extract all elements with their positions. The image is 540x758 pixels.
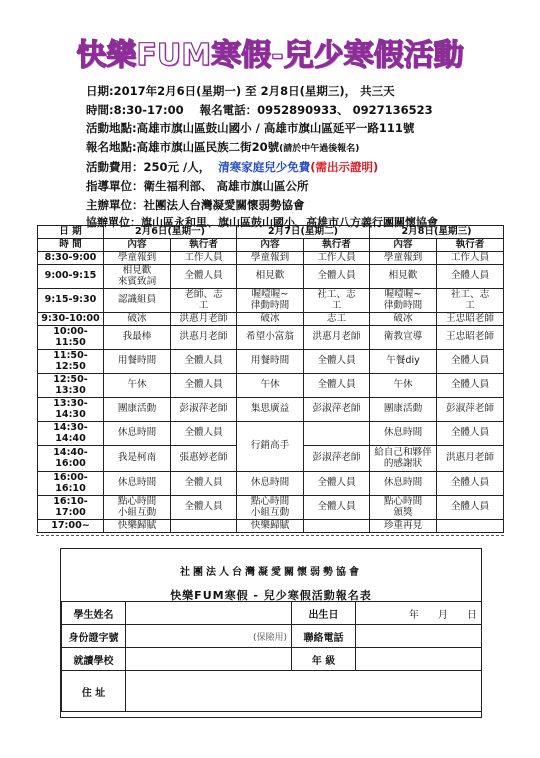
schedule-row (38, 471, 504, 495)
day-1-activity: 學童報到 (104, 251, 171, 264)
time-slot: 14:30-14:40 (38, 421, 104, 445)
day-1-executor: 工作人員 (171, 251, 237, 264)
schedule-row (38, 397, 504, 421)
schedule-row (38, 288, 504, 312)
day-1-header: 2月6日(星期一) (104, 226, 237, 239)
schedule-table (37, 225, 504, 533)
day-1-executor: 全體人員 (171, 349, 237, 373)
student-name-label: 學生姓名 (62, 602, 126, 625)
day-1-activity: 用餐時間 (104, 349, 171, 373)
day-2-header: 2月7日(星期二) (237, 226, 370, 239)
day-2-executor: 志工 (304, 312, 370, 325)
day-3-activity: 休息時間 (370, 471, 437, 495)
day-2-executor: 社工、志 工 (304, 288, 370, 312)
time-slot: 10:00-11:50 (38, 325, 104, 349)
day-1-activity: 休息時間 (104, 471, 171, 495)
time-slot: 8:30-9:00 (38, 251, 104, 264)
day-2-executor (304, 421, 370, 445)
day-1-executor: 全體人員 (171, 471, 237, 495)
id-number-label: 身份證字號 (62, 625, 126, 648)
day-2-activity: 相見歡 (237, 264, 304, 288)
event-info (86, 82, 536, 233)
day-1-executor: 全體人員 (171, 373, 237, 397)
day-1-executor: 全體人員 (171, 421, 237, 445)
day-1-executor: 全體人員 (171, 264, 237, 288)
content-header: 內容 (237, 238, 304, 251)
day-2-executor: 彭淑萍老師 (304, 445, 370, 471)
time-slot: 9:00-9:15 (38, 264, 104, 288)
day-2-activity: 用餐時間 (237, 349, 304, 373)
day-3-executor (437, 519, 504, 532)
day-2-activity: 集思廣益 (237, 397, 304, 421)
day-3-activity: 相見歡 (370, 264, 437, 288)
schedule-row (38, 373, 504, 397)
poster-title: 快樂FUM寒假-兒少寒假活動 (76, 38, 464, 73)
day-3-activity: 破冰 (370, 312, 437, 325)
day-1-executor: 全體人員 (171, 495, 237, 519)
day-3-activity: 團康活動 (370, 397, 437, 421)
day-3-executor: 王忠昭老師 (437, 325, 504, 349)
content-header: 內容 (104, 238, 171, 251)
day-3-executor: 工作人員 (437, 251, 504, 264)
school-label: 就讀學校 (62, 648, 126, 671)
form-title: 快樂FUM寒假 - 兒少寒假活動報名表 (170, 589, 372, 602)
contact-phone-field[interactable] (356, 625, 482, 648)
address-field[interactable] (126, 671, 482, 712)
time-slot: 16:10-17:00 (38, 495, 104, 519)
date-line: 日期:2017年2月6日(星期一) 至 2月8日(星期三)， 共三天 (86, 84, 395, 98)
executor-header: 執行者 (171, 238, 237, 251)
day-3-activity: 午休 (370, 373, 437, 397)
day-1-activity: 休息時間 (104, 421, 171, 445)
day-2-executor (304, 519, 370, 532)
registration-line: 報名地點:高雄市旗山區民族二街20號(請於中午過後報名) (86, 139, 360, 154)
day-2-executor: 全體人員 (304, 264, 370, 288)
guide-line: 指導單位：衛生福利部、 高雄市旗山區公所 (86, 178, 309, 193)
time-slot: 9:15-9:30 (38, 288, 104, 312)
day-3-activity: 午餐diy (370, 349, 437, 373)
day-3-activity: 衛教宣導 (370, 325, 437, 349)
day-2-activity: 行銷高手 (237, 421, 304, 471)
day-3-executor: 社工、志 工 (437, 288, 504, 312)
venue-line: 活動地點:高雄市旗山區鼓山國小 / 高雄市旗山區延平一路111號 (86, 121, 415, 136)
day-3-executor: 王忠昭老師 (437, 312, 504, 325)
fee-line: 活動費用：250元 /人， 清寒家庭兒少免費(需出示證明) (86, 160, 379, 175)
day-1-activity: 團康活動 (104, 397, 171, 421)
time-line: 時間:8:30-17:00 報名電話：0952890933、 0927136523 (86, 102, 433, 117)
day-3-executor: 彭淑萍老師 (437, 397, 504, 421)
day-3-activity: 學童報到 (370, 251, 437, 264)
day-2-executor: 全體人員 (304, 471, 370, 495)
registration-fields (61, 601, 482, 712)
time-slot: 17:00~ (38, 519, 104, 532)
student-name-field[interactable] (126, 602, 292, 625)
schedule-row (38, 312, 504, 325)
day-2-executor: 全體人員 (304, 373, 370, 397)
schedule-row (38, 519, 504, 532)
time-slot: 14:40-16:00 (38, 445, 104, 471)
id-number-field[interactable] (126, 625, 292, 648)
day-2-executor: 全體人員 (304, 349, 370, 373)
time-slot: 13:30-14:30 (38, 397, 104, 421)
day-1-executor: 老師、志 工 (171, 288, 237, 312)
day-1-activity: 點心時間 小組互動 (104, 495, 171, 519)
day-3-executor: 全體人員 (437, 421, 504, 445)
day-3-executor: 全體人員 (437, 373, 504, 397)
day-3-executor: 全體人員 (437, 264, 504, 288)
day-2-executor: 彭淑萍老師 (304, 397, 370, 421)
day-1-activity: 破冰 (104, 312, 171, 325)
day-1-executor (171, 519, 237, 532)
cut-line (36, 535, 504, 536)
schedule-row (38, 264, 504, 288)
schedule-row (38, 421, 504, 445)
schedule-row (38, 495, 504, 519)
time-slot: 9:30-10:00 (38, 312, 104, 325)
date-column-header: 日 期 (38, 226, 104, 239)
content-header: 內容 (370, 238, 437, 251)
day-2-activity: 希望小富翁 (237, 325, 304, 349)
time-column-header: 時 間 (38, 238, 104, 251)
day-3-executor: 全體人員 (437, 495, 504, 519)
day-1-executor: 張惠婷老師 (171, 445, 237, 471)
address-label: 住 址 (62, 671, 126, 712)
day-2-activity: 破冰 (237, 312, 304, 325)
day-2-activity: 午休 (237, 373, 304, 397)
day-2-activity: 學童報到 (237, 251, 304, 264)
day-1-executor: 洪惠月老師 (171, 312, 237, 325)
contact-phone-label: 聯絡電話 (292, 625, 356, 648)
day-1-activity: 午休 (104, 373, 171, 397)
birth-date-field[interactable]: 年 月 日 (356, 602, 482, 625)
day-3-activity: 休息時間 (370, 421, 437, 445)
schedule-row (38, 349, 504, 373)
insurance-hint: (保險用) (252, 632, 287, 643)
day-3-activity: 點心時間 頒獎 (370, 495, 437, 519)
day-1-activity: 相見歡 來賓致詞 (104, 264, 171, 288)
form-organization: 社團法人台灣凝愛關懷弱勢協會 (180, 567, 362, 578)
day-3-executor: 全體人員 (437, 471, 504, 495)
day-2-activity: 快樂歸賦 (237, 519, 304, 532)
day-2-executor: 工作人員 (304, 251, 370, 264)
day-2-activity: 休息時間 (237, 471, 304, 495)
day-1-activity: 我是柯南 (104, 445, 171, 471)
time-slot: 16:00-16:10 (38, 471, 104, 495)
day-3-executor: 全體人員 (437, 349, 504, 373)
day-3-activity: 給自己和夥伴 的感謝狀 (370, 445, 437, 471)
day-1-executor: 洪惠月老師 (171, 325, 237, 349)
time-slot: 12:50-13:30 (38, 373, 104, 397)
day-3-header: 2月8日(星期三) (370, 226, 504, 239)
registration-form (60, 548, 482, 718)
time-slot: 11:50-12:50 (38, 349, 104, 373)
day-1-activity: 我最棒 (104, 325, 171, 349)
school-field[interactable] (126, 648, 292, 671)
day-1-activity: 認識組員 (104, 288, 171, 312)
day-3-activity: 珍重再見 (370, 519, 437, 532)
day-2-executor: 全體人員 (304, 495, 370, 519)
day-1-activity: 快樂歸賦 (104, 519, 171, 532)
schedule-row (38, 325, 504, 349)
co-organizer-line: 協辦單位：旗山區永和里、旗山區鼓山國小、高雄市八方義行團關懷協會 (86, 216, 438, 230)
grade-field[interactable] (356, 648, 482, 671)
day-2-activity: 喔噎喔~ 律動時間 (237, 288, 304, 312)
grade-label: 年 級 (292, 648, 356, 671)
day-2-executor: 洪惠月老師 (304, 325, 370, 349)
birth-date-label: 出生日 (292, 602, 356, 625)
day-3-executor: 洪惠月老師 (437, 445, 504, 471)
day-2-activity: 點心時間 小組互動 (237, 495, 304, 519)
day-3-activity: 喔噎喔~ 律動時間 (370, 288, 437, 312)
executor-header: 執行者 (304, 238, 370, 251)
host-line: 主辦單位：社團法人台灣凝愛關懷弱勢協會 (86, 197, 305, 212)
day-1-executor: 彭淑萍老師 (171, 397, 237, 421)
schedule-row (38, 251, 504, 264)
executor-header: 執行者 (437, 238, 504, 251)
